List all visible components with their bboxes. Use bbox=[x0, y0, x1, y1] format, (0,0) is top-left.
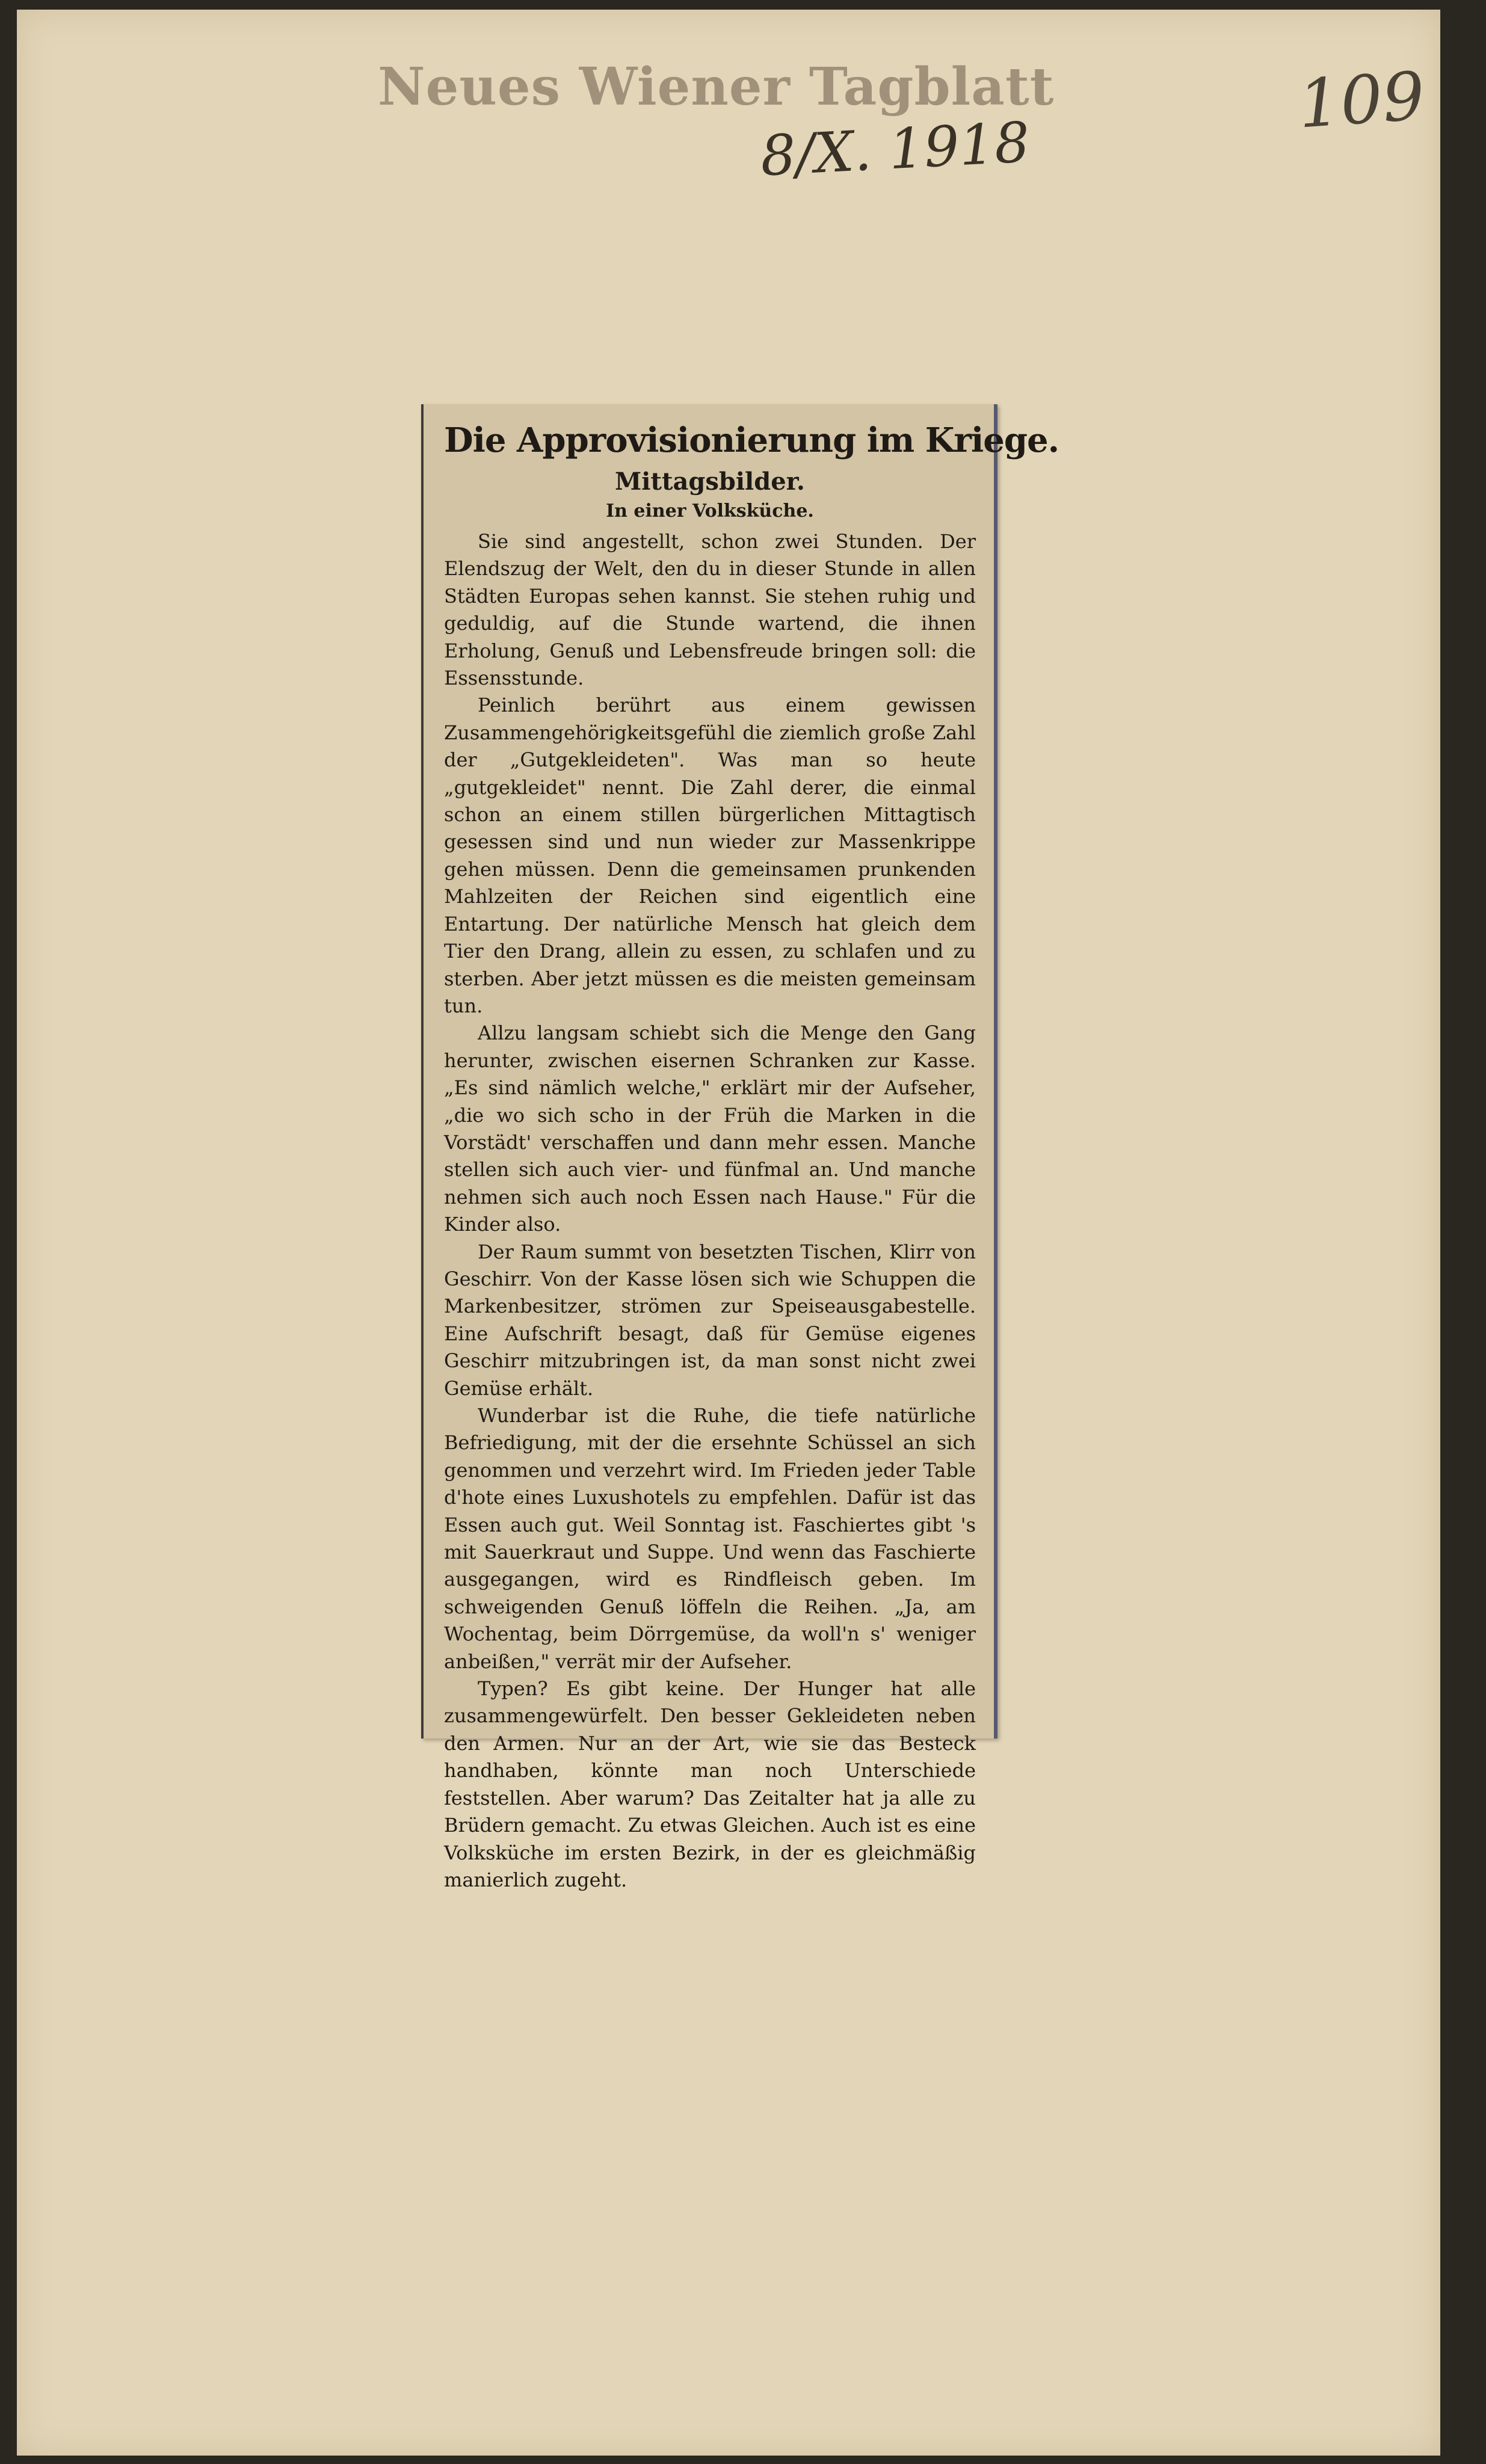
article-paragraph: Der Raum summt von besetzten Tischen, Klirr von Geschirr. Von der Kasse lösen sich wie Schuppen die Markenbesitzer, strömen zur Speiseausgabestelle. Eine Aufschrift besagt, daß für Gemüse eigenes Geschirr mitzubringen ist, da man sonst nicht zwei Gemüse erhält. bbox=[444, 1240, 976, 1400]
article-paragraph: Typen? Es gibt keine. Der Hunger hat alle zusammengewürfelt. Den besser Gekleideten neben den Armen. Nur an der Art, wie sie das Besteck handhaben, könnte man noch Unterschiede feststellen. Aber warum? Das Zeitalter hat ja alle zu Brüdern gemacht. Zu etwas Gleichen. Auch ist es eine Volksküche im ersten Bezirk, in der es gleichmäßig manierlich zugeht. bbox=[444, 1677, 976, 1891]
article-section-title: In einer Volksküche. bbox=[606, 500, 814, 522]
article-subheading: Mittagsbilder. bbox=[615, 467, 805, 496]
handwritten-date: 8/X. 1918 bbox=[759, 110, 1032, 189]
article-paragraph: Peinlich berührt aus einem gewissen Zusammengehörigkeitsgefühl die ziemlich große Zahl der „Gutgekleideten". Was man so heute „gutgekleidet" nennt. Die Zahl derer, die einmal schon an einem stillen bürgerlichen Mittagtisch gesessen sind und nun wieder zur Massenkrippe gehen müssen. Denn die gemeinsamen prunkenden Mahlzeiten der Reichen sind eigentlich eine Entartung. Der natürliche Mensch hat gleich dem Tier den Drang, allein zu essen, zu schlafen und zu sterben. Aber jetzt müssen es die meisten gemeinsam tun. bbox=[444, 694, 976, 1017]
newspaper-clipping bbox=[421, 404, 1059, 1891]
article-paragraph: Allzu langsam schiebt sich die Menge den Gang herunter, zwischen eisernen Schranken zur Kasse. „Es sind nämlich welche," erklärt mir der Aufseher, „die wo sich scho in der Früh die Marken in die Vorstädt' verschaffen und dann mehr essen. Manche stellen sich auch vier- und fünfmal an. Und manche nehmen sich auch noch Essen nach Hause." Für die Kinder also. bbox=[444, 1021, 976, 1236]
newspaper-name-stamp: Neues Wiener Tagblatt bbox=[378, 57, 1055, 117]
article-paragraph: Sie sind angestellt, schon zwei Stunden. Der Elendszug der Welt, den du in dieser Stunde in allen Städten Europas sehen kannst. Sie stehen ruhig und geduldig, auf die Stunde wartend, die ihnen Erholung, Genuß und Lebensfreude bringen soll: die Essensstunde. bbox=[444, 530, 976, 690]
article-headline: Die Approvisionierung im Kriege. bbox=[444, 420, 1059, 460]
folio-number: 109 bbox=[1295, 57, 1428, 143]
article-paragraph: Wunderbar ist die Ruhe, die tiefe natürliche Befriedigung, mit der die ersehnte Schüssel an sich genommen und verzehrt wird. Im Frieden jeder Table d'hote eines Luxushotels zu empfehlen. Dafür ist das Essen auch gut. Weil Sonntag ist. Faschiertes gibt 's mit Sauerkraut und Suppe. Und wenn das Faschierte ausgegangen, wird es Rindfleisch geben. Im schweigenden Genuß löffeln die Reihen. „Ja, am Wochentag, beim Dörrgemüse, da woll'n s' weniger anbeißen," verrät mir der Aufseher. bbox=[444, 1404, 976, 1673]
